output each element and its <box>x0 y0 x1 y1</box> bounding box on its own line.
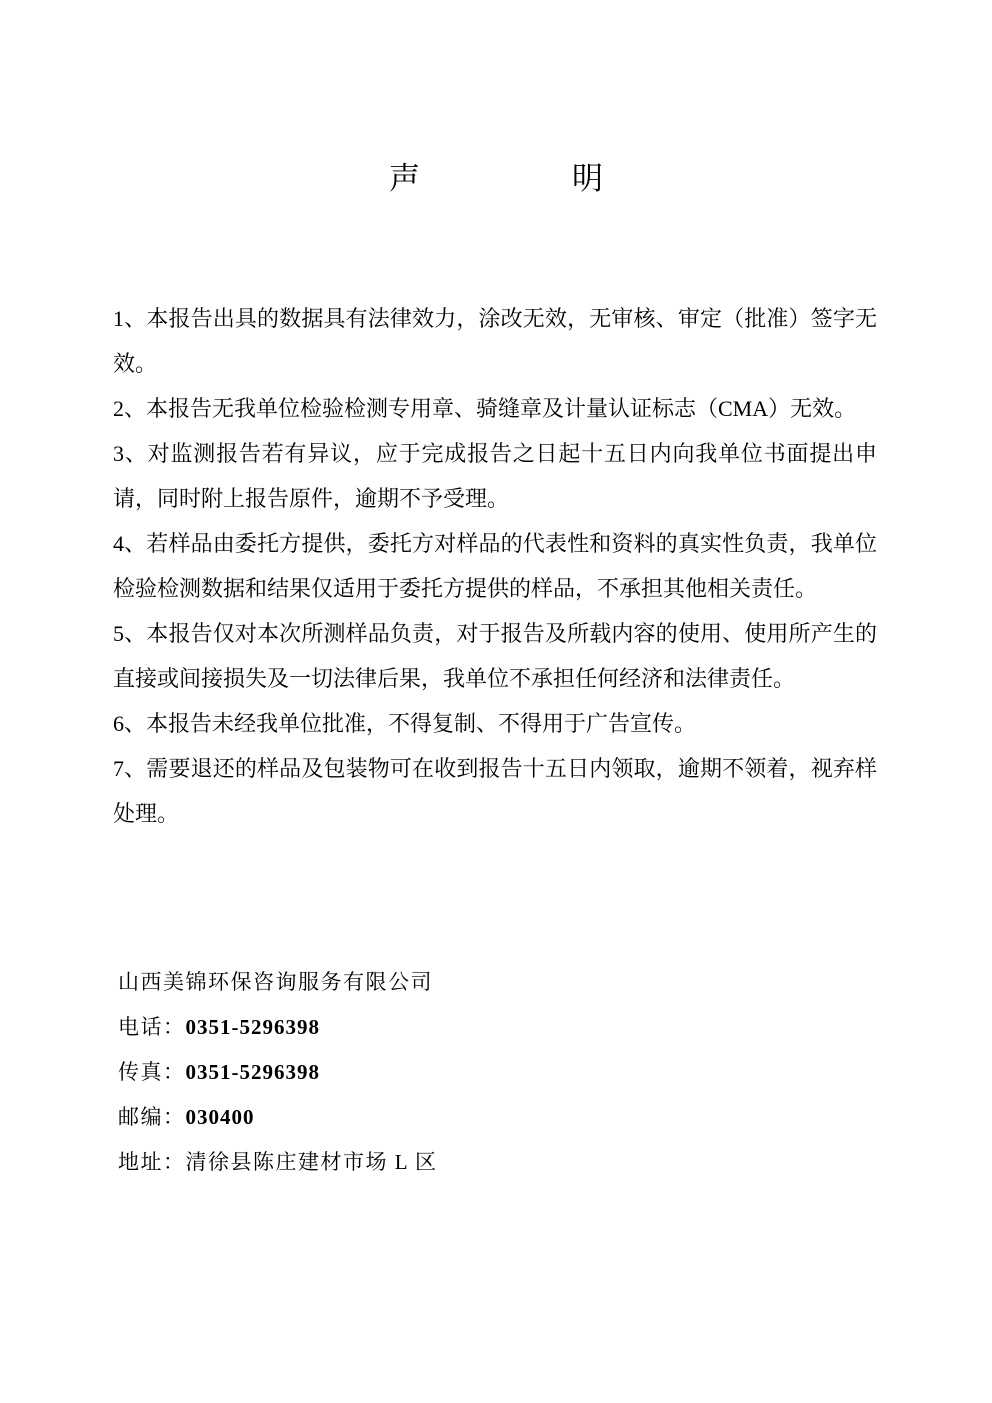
title-char-first: 声 <box>389 161 420 196</box>
fax-value: 0351-5296398 <box>185 1060 320 1084</box>
address-line <box>118 1140 992 1185</box>
statement-item-5: 5、本报告仅对本次所测样品负责，对于报告及所载内容的使用、使用所产生的直接或间接损失及一切法律后果，我单位不承担任何经济和法律责任。 <box>113 621 877 691</box>
address-label: 地址： <box>118 1150 186 1174</box>
statement-item-7: 7、需要退还的样品及包装物可在收到报告十五日内领取，逾期不领着，视弃样处理。 <box>113 756 877 826</box>
statement-item-4: 4、若样品由委托方提供，委托方对样品的代表性和资料的真实性负责，我单位检验检测数据和结果仅适用于委托方提供的样品，不承担其他相关责任。 <box>113 531 877 601</box>
fax-label: 传真： <box>118 1060 186 1084</box>
statement-item-6: 6、本报告未经我单位批准，不得复制、不得用于广告宣传。 <box>113 711 697 736</box>
address-value: 清徐县陈庄建材市场 L 区 <box>185 1150 438 1174</box>
page-title <box>0 158 992 200</box>
phone-value: 0351-5296398 <box>185 1015 320 1039</box>
phone-label: 电话： <box>118 1015 186 1039</box>
statement-list <box>113 296 877 836</box>
postal-label: 邮编： <box>118 1105 186 1129</box>
postal-line <box>118 1095 992 1140</box>
company-name: 山西美锦环保咨询服务有限公司 <box>118 970 433 994</box>
phone-line <box>118 1005 992 1050</box>
statement-item-2: 2、本报告无我单位检验检测专用章、骑缝章及计量认证标志（CMA）无效。 <box>113 396 857 421</box>
company-contact-block <box>118 960 992 1185</box>
statement-item-3: 3、对监测报告若有异议，应于完成报告之日起十五日内向我单位书面提出申请，同时附上报告原件，逾期不予受理。 <box>113 441 877 511</box>
title-char-second: 明 <box>572 161 603 196</box>
fax-line <box>118 1050 992 1095</box>
statement-item-1: 1、本报告出具的数据具有法律效力，涂改无效，无审核、审定（批准）签字无效。 <box>113 306 877 376</box>
postal-value: 030400 <box>185 1105 255 1129</box>
